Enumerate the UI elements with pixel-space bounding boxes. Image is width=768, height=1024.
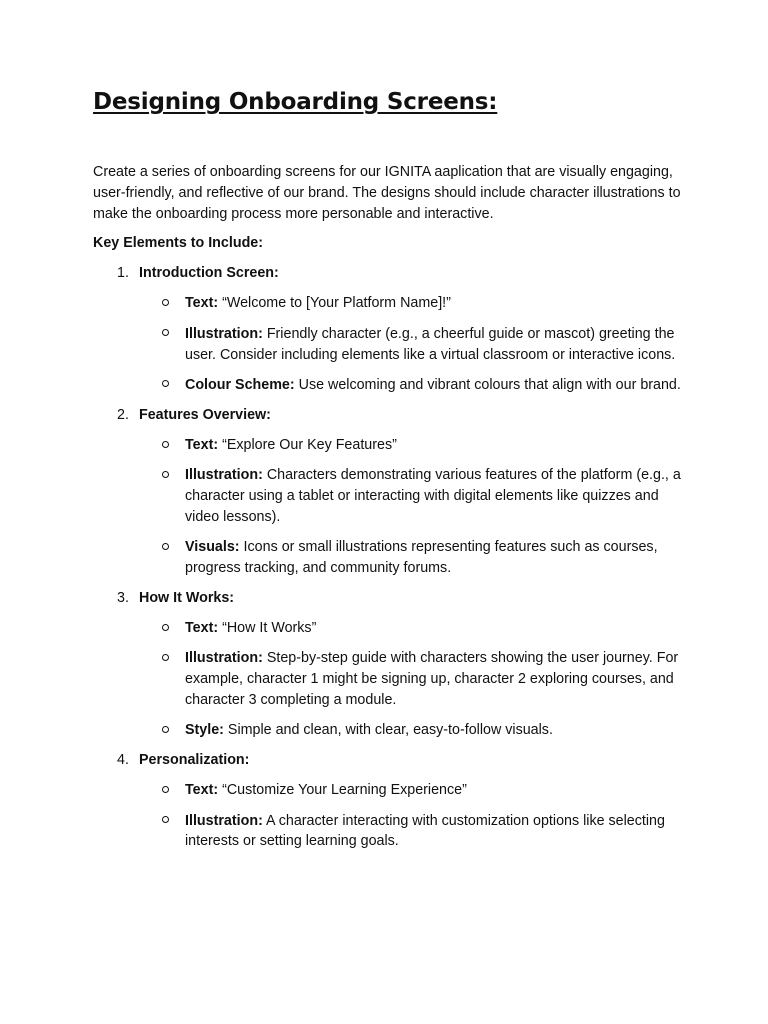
list-item <box>93 648 683 710</box>
list-item <box>93 293 683 314</box>
circle-bullet-icon <box>162 465 169 486</box>
item-label: Text: <box>185 295 219 312</box>
document-page <box>93 86 683 852</box>
page-title: Designing Onboarding Screens: <box>93 89 498 115</box>
item-label: Illustration: <box>185 467 263 484</box>
section-heading <box>93 263 683 284</box>
section-number: 1. <box>117 265 129 282</box>
circle-bullet-icon <box>162 811 169 832</box>
circle-bullet-icon <box>162 324 169 345</box>
item-text: Friendly character (e.g., a cheerful guide or mascot) greeting the user. Consider including elements like a virtual classroom or interactive icons. <box>185 325 676 363</box>
section-number: 4. <box>117 752 129 769</box>
sections-list <box>93 263 683 852</box>
circle-bullet-icon <box>162 537 169 558</box>
item-text: “Customize Your Learning Experience” <box>218 782 467 799</box>
item-text: A character interacting with customization options like selecting interests or setting learning goals. <box>185 812 665 850</box>
circle-bullet-icon <box>162 780 169 801</box>
item-label: Colour Scheme: <box>185 376 295 393</box>
list-item <box>93 811 683 853</box>
item-label: Illustration: <box>185 650 263 667</box>
list-item <box>93 324 683 366</box>
list-item <box>93 618 683 639</box>
list-item-section <box>93 588 683 741</box>
item-text: Icons or small illustrations representing features such as courses, progress tracking, and community forums. <box>185 539 658 576</box>
list-item <box>93 465 683 527</box>
sub-list <box>93 435 683 579</box>
item-label: Visuals: <box>185 539 240 556</box>
section-heading <box>93 405 683 426</box>
section-title: Introduction Screen: <box>139 265 279 282</box>
list-item <box>93 435 683 456</box>
item-text: Step-by-step guide with characters showing the user journey. For example, character 1 might be signing up, character 2 exploring courses, and character 3 completing a module. <box>185 650 679 708</box>
item-text: “Welcome to [Your Platform Name]!” <box>218 295 451 312</box>
item-text: “How It Works” <box>218 620 317 637</box>
item-text: “Explore Our Key Features” <box>218 436 397 453</box>
item-label: Text: <box>185 782 219 799</box>
section-title: Features Overview: <box>139 406 271 423</box>
item-text: Simple and clean, with clear, easy-to-follow visuals. <box>223 722 553 739</box>
item-label: Illustration: <box>185 812 263 829</box>
list-item-section <box>93 405 683 579</box>
circle-bullet-icon <box>162 293 169 314</box>
circle-bullet-icon <box>162 435 169 456</box>
item-text: Characters demonstrating various features of the platform (e.g., a character using a tablet or interacting with digital elements like quizzes and video lessons). <box>185 467 681 525</box>
list-item-section <box>93 750 683 852</box>
item-label: Style: <box>185 722 224 739</box>
sub-list <box>93 780 683 852</box>
list-item <box>93 720 683 741</box>
section-title: How It Works: <box>139 589 235 606</box>
item-text: Use welcoming and vibrant colours that align with our brand. <box>294 376 681 393</box>
intro-paragraph: Create a series of onboarding screens for our IGNITA aaplication that are visually engaging, user-friendly, and reflective of our brand. The designs should include character illustrations to make the onboarding process more personable and interactive. <box>93 164 681 222</box>
section-number: 2. <box>117 406 129 423</box>
item-label: Illustration: <box>185 325 263 342</box>
circle-bullet-icon <box>162 648 169 669</box>
sub-list <box>93 293 683 395</box>
key-elements-heading: Key Elements to Include: <box>93 235 264 252</box>
sub-list <box>93 618 683 741</box>
list-item <box>93 780 683 801</box>
section-heading <box>93 588 683 609</box>
section-heading <box>93 750 683 771</box>
circle-bullet-icon <box>162 375 169 396</box>
list-item <box>93 537 683 579</box>
item-label: Text: <box>185 436 219 453</box>
list-item <box>93 375 683 396</box>
list-item-section <box>93 263 683 395</box>
circle-bullet-icon <box>162 618 169 639</box>
item-label: Text: <box>185 620 219 637</box>
section-number: 3. <box>117 589 129 606</box>
circle-bullet-icon <box>162 720 169 741</box>
section-title: Personalization: <box>139 752 250 769</box>
